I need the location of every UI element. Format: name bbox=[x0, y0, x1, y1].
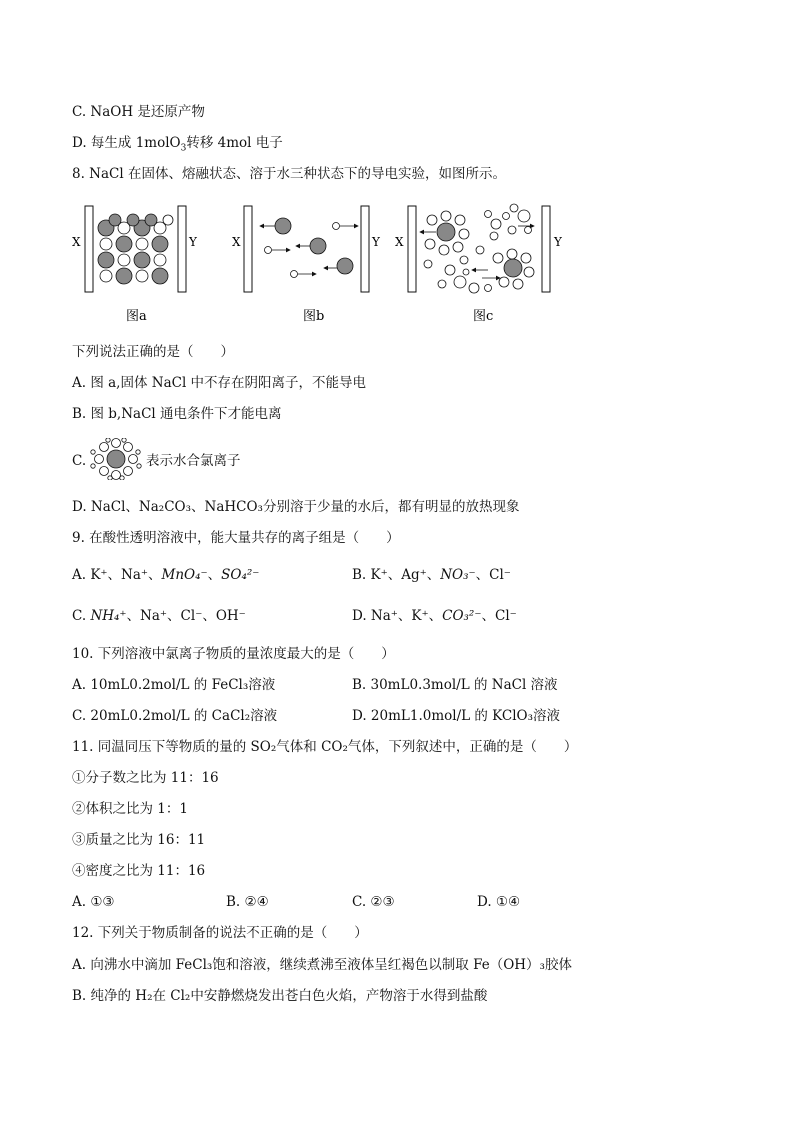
electrode-x-c bbox=[408, 206, 416, 292]
q9-option-b: B. K⁺、Ag⁺、NO₃⁻、Cl⁻ bbox=[352, 567, 511, 583]
label-x-b: X bbox=[232, 235, 241, 249]
option-c-naoh: C. NaOH 是还原产物 bbox=[72, 104, 205, 120]
q11-statement-3: ③质量之比为 16：11 bbox=[72, 832, 206, 848]
q10-option-d: D. 20mL1.0mol/L 的 KClO₃溶液 bbox=[352, 708, 561, 724]
q11-option-c: C. ②③ bbox=[352, 894, 395, 910]
caption-a: 图a bbox=[126, 309, 147, 324]
figure-c bbox=[395, 204, 563, 324]
option-d-o3: D. 每生成 1molO$_3$转移 4mol 电子 bbox=[72, 135, 283, 154]
q9-option-c: C. NH₄⁺、Na⁺、Cl⁻、OH⁻ bbox=[72, 608, 246, 624]
q8-option-c: C. bbox=[72, 453, 87, 469]
caption-b: 图b bbox=[303, 309, 325, 324]
figure-b bbox=[232, 206, 381, 324]
q10-option-a: A. 10mL0.2mol/L 的 FeCl₃溶液 bbox=[72, 677, 276, 693]
q9-option-d: D. Na⁺、K⁺、CO₃²⁻、Cl⁻ bbox=[352, 608, 517, 624]
q11-statement-1: ①分子数之比为 11：16 bbox=[72, 770, 219, 786]
electrode-x-b bbox=[244, 206, 252, 292]
label-y-a: Y bbox=[189, 235, 197, 249]
electrode-y-b bbox=[361, 206, 369, 292]
q11-option-b: B. ②④ bbox=[226, 894, 269, 910]
label-x-a: X bbox=[72, 235, 81, 249]
q8-option-b: B. 图 b,NaCl 通电条件下才能电离 bbox=[72, 406, 282, 422]
question-10: 10. 下列溶液中氯离子物质的量浓度最大的是（ ） bbox=[72, 646, 395, 662]
label-y-b: Y bbox=[372, 235, 380, 249]
question-11: 11. 同温同压下等物质的量的 SO₂气体和 CO₂气体，下列叙述中，正确的是（ ） bbox=[72, 739, 578, 755]
caption-c: 图c bbox=[473, 309, 494, 324]
q8-option-a: A. 图 a,固体 NaCl 中不存在阴阳离子，不能导电 bbox=[72, 375, 367, 391]
conductivity-figure bbox=[68, 198, 578, 333]
electrode-y-a bbox=[178, 206, 186, 292]
q8-prompt: 下列说法正确的是（ ） bbox=[72, 344, 234, 360]
label-y-c: Y bbox=[554, 235, 562, 249]
q12-option-a: A. 向沸水中滴加 FeCl₃饱和溶液，继续煮沸至液体呈红褐色以制取 Fe（OH）₃胶体 bbox=[72, 957, 572, 973]
figure-a bbox=[72, 206, 198, 324]
q8-option-d: D. NaCl、Na₂CO₃、NaHCO₃分别溶于少量的水后，都有明显的放热现象 bbox=[72, 499, 520, 515]
q11-statement-4: ④密度之比为 11：16 bbox=[72, 863, 206, 879]
label-x-c: X bbox=[395, 235, 404, 249]
q8-option-c-text: 表示水合氯离子 bbox=[146, 453, 241, 469]
q10-option-c: C. 20mL0.2mol/L 的 CaCl₂溶液 bbox=[72, 708, 278, 724]
q11-option-a: A. ①③ bbox=[72, 894, 115, 910]
q9-option-a: A. K⁺、Na⁺、MnO₄⁻、SO₄²⁻ bbox=[72, 567, 260, 583]
q11-statement-2: ②体积之比为 1：1 bbox=[72, 801, 188, 817]
q11-option-d: D. ①④ bbox=[477, 894, 521, 910]
question-12: 12. 下列关于物质制备的说法不正确的是（ ） bbox=[72, 925, 368, 941]
question-9: 9. 在酸性透明溶液中，能大量共存的离子组是（ ） bbox=[72, 530, 400, 546]
electrode-y-c bbox=[542, 206, 550, 292]
electrode-x-a bbox=[85, 206, 93, 292]
question-8: 8. NaCl 在固体、熔融状态、溶于水三种状态下的导电实验，如图所示。 bbox=[72, 166, 506, 182]
hydrated-chloride-ion-diagram bbox=[88, 438, 144, 480]
q12-option-b: B. 纯净的 H₂在 Cl₂中安静燃烧发出苍白色火焰，产物溶于水得到盐酸 bbox=[72, 988, 488, 1004]
q10-option-b: B. 30mL0.3mol/L 的 NaCl 溶液 bbox=[352, 677, 558, 693]
